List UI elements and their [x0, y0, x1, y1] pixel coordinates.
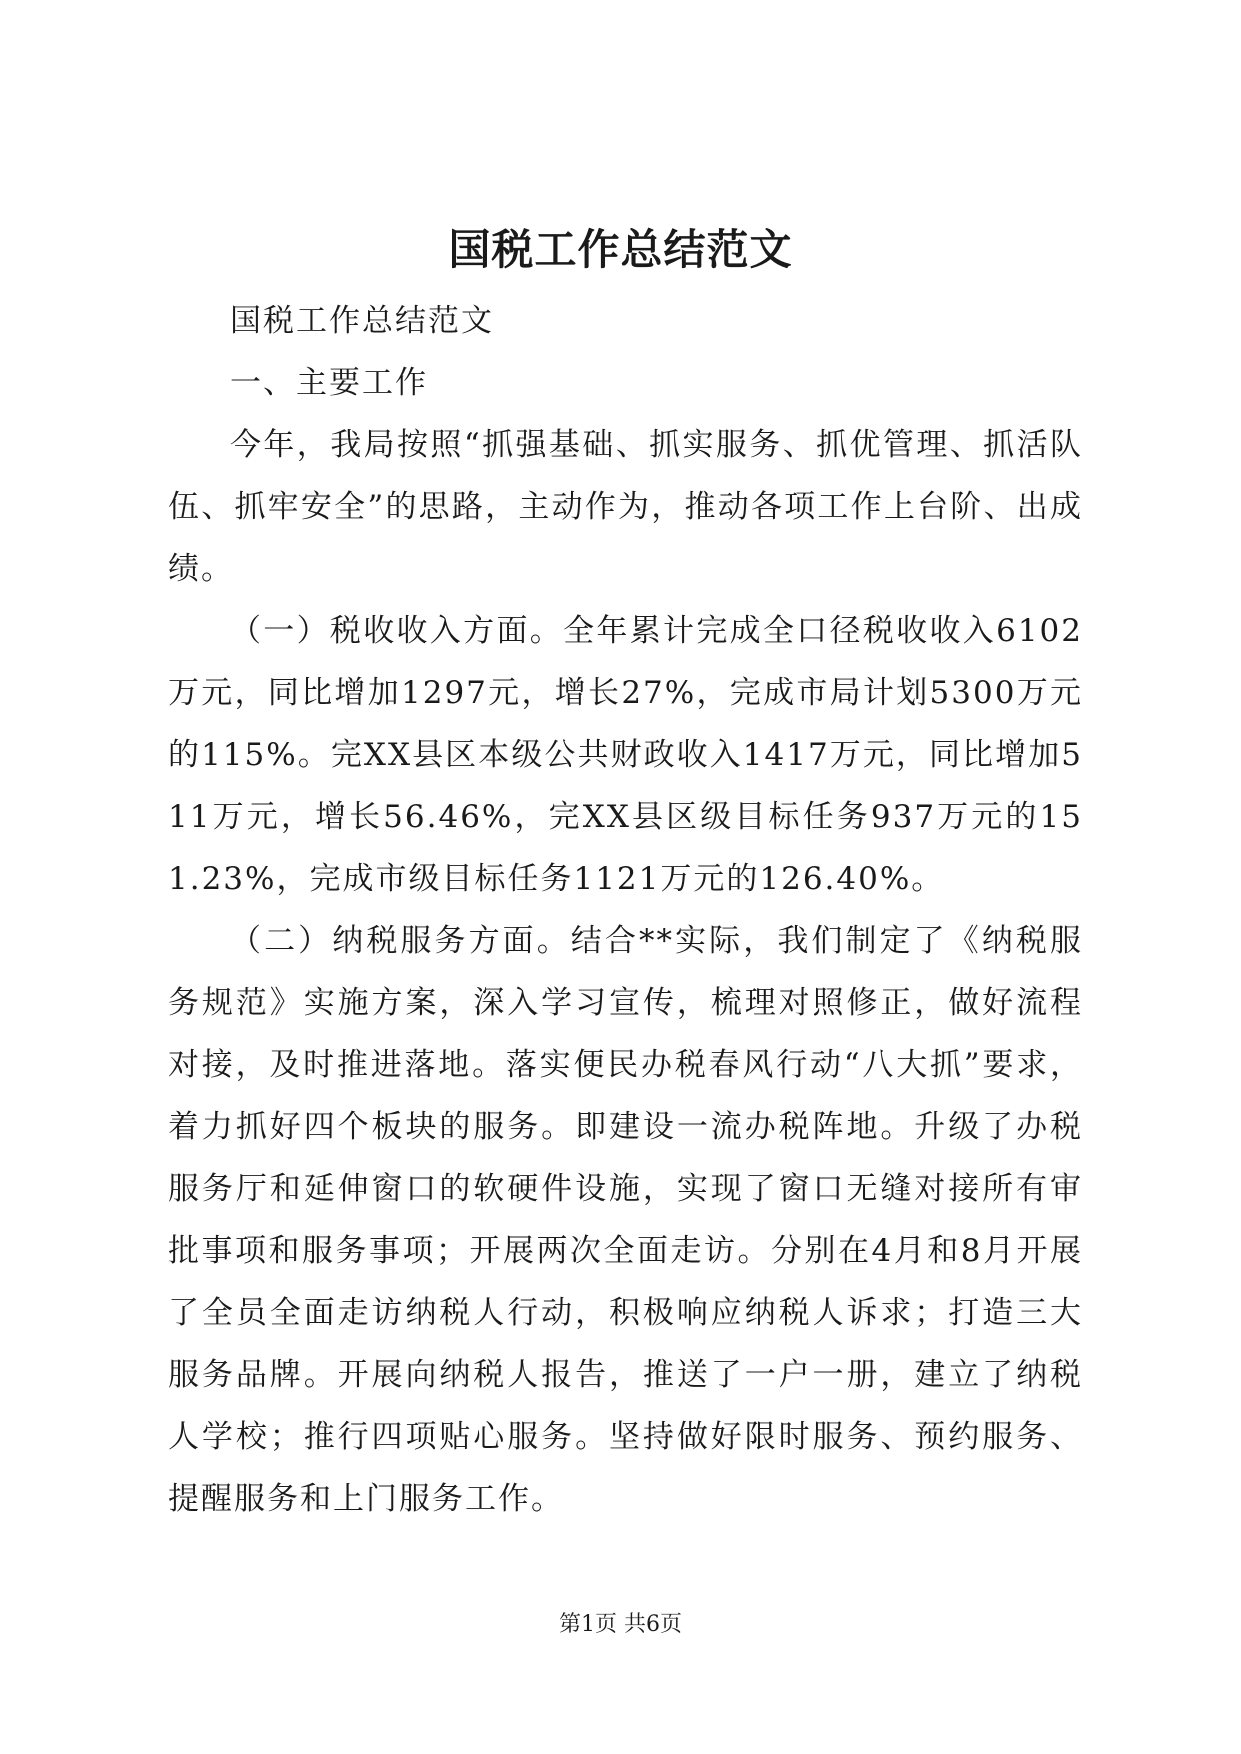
- document-title: 国税工作总结范文: [448, 225, 793, 274]
- page-number-footer: 第1页 共6页: [559, 1612, 682, 1637]
- paragraph-subtitle: 国税工作总结范文: [230, 303, 494, 339]
- paragraph-intro: 今年，我局按照“抓强基础、抓实服务、抓优管理、抓活队伍、抓牢安全”的思路，主动作为，推动各项工作上台阶、出成绩。: [168, 427, 1083, 587]
- paragraph-tax-revenue: （一）税收收入方面。全年累计完成全口径税收收入6102万元，同比增加1297元，增长27%，完成市局计划5300万元的115%。完XX县区本级公共财政收入1417万元，同比增加511万元，增长56.46%，完XX县区级目标任务937万元的151.23%，完成市级目标任务1121万元的126.40%。: [168, 613, 1083, 897]
- paragraph-section-heading: 一、主要工作: [230, 365, 428, 401]
- document-body: [168, 290, 1083, 1530]
- paragraph-tax-service: （二）纳税服务方面。结合**实际，我们制定了《纳税服务规范》实施方案，深入学习宣传，梳理对照修正，做好流程对接，及时推进落地。落实便民办税春风行动“八大抓”要求，着力抓好四个板块的服务。即建设一流办税阵地。升级了办税服务厅和延伸窗口的软硬件设施，实现了窗口无缝对接所有审批事项和服务事项；开展两次全面走访。分别在4月和8月开展了全员全面走访纳税人行动，积极响应纳税人诉求；打造三大服务品牌。开展向纳税人报告，推送了一户一册，建立了纳税人学校；推行四项贴心服务。坚持做好限时服务、预约服务、提醒服务和上门服务工作。: [168, 923, 1083, 1517]
